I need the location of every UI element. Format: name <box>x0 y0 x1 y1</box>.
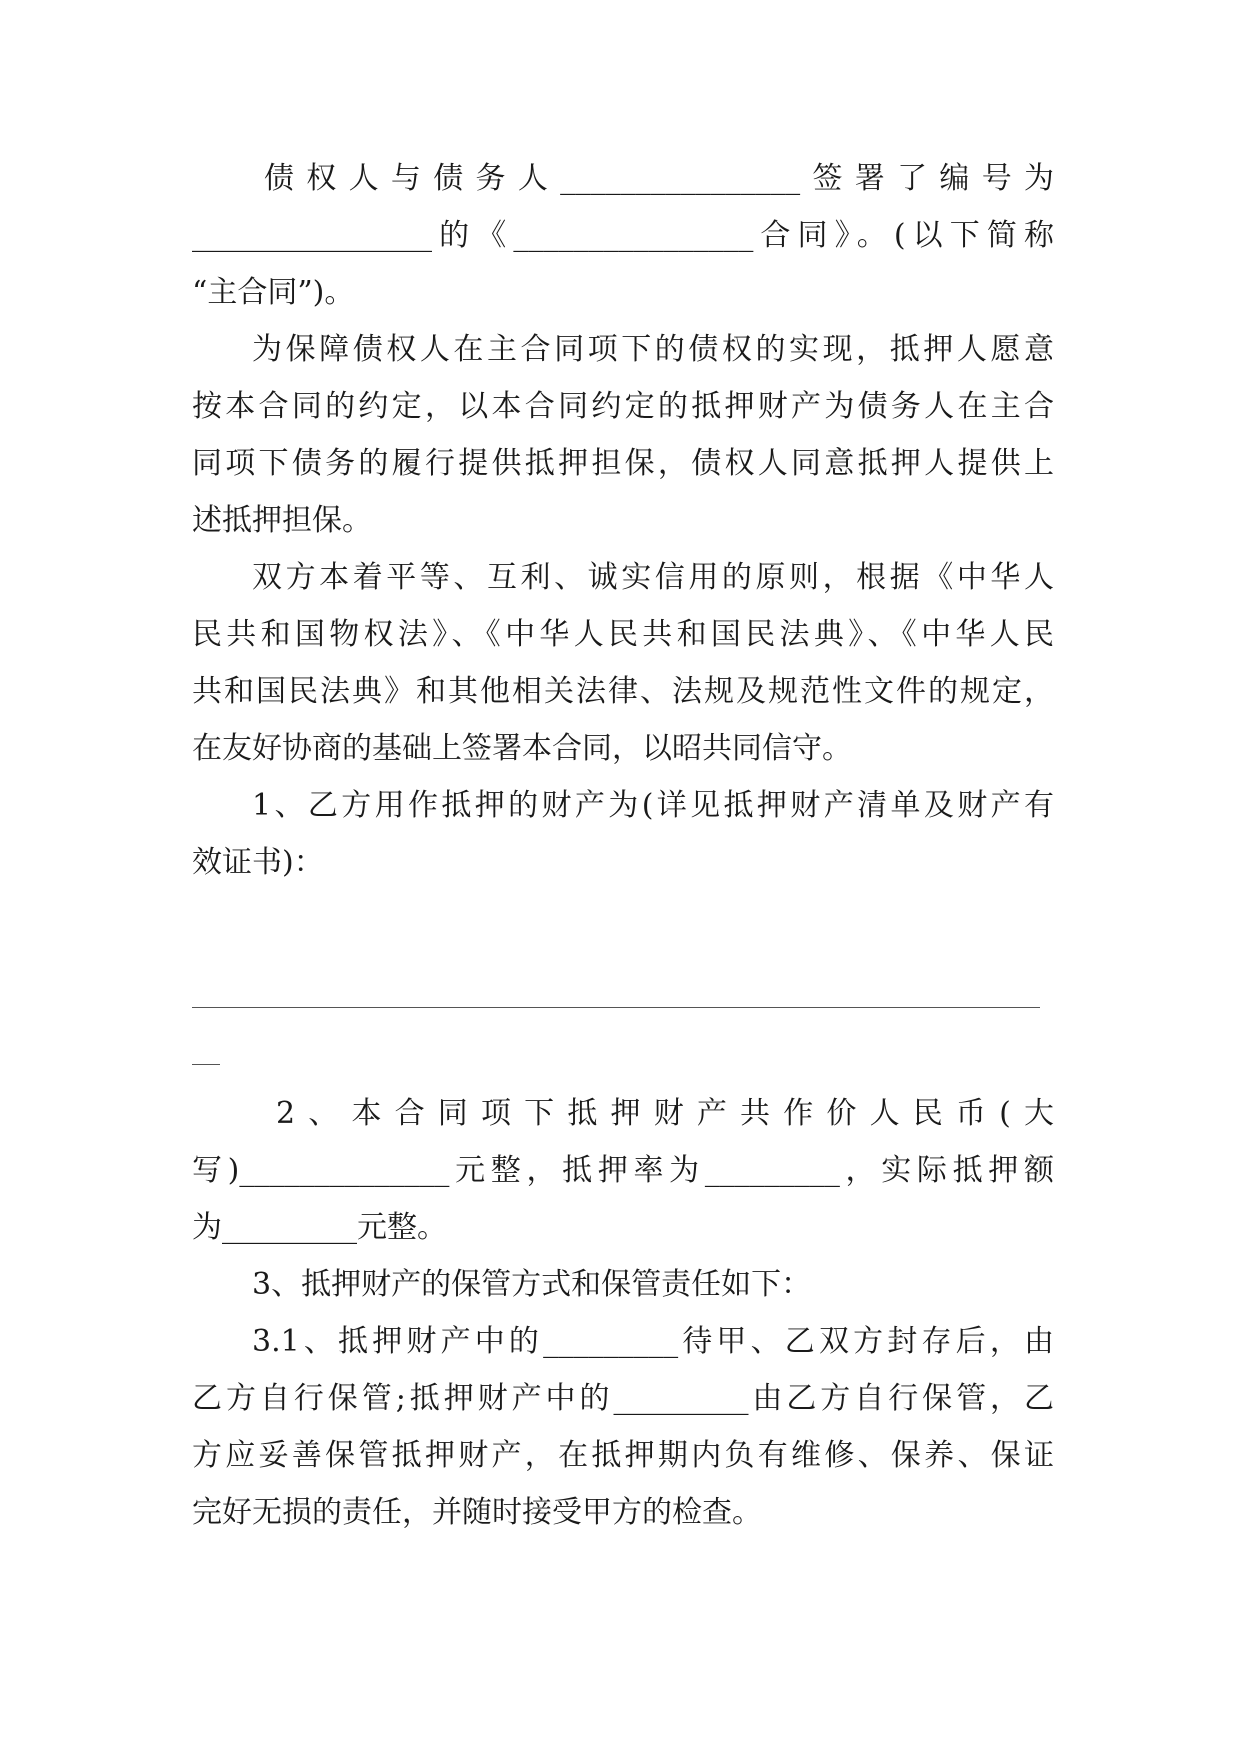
text-line: 同项下债务的履行提供抵押担保，债权人同意抵押人提供上 <box>192 446 1054 481</box>
text-line: 债权人与债务人________________签署了编号为 <box>264 161 1054 196</box>
text-line: 共和国民法典》和其他相关法律、法规及规范性文件的规定， <box>192 674 1054 709</box>
text-line: 2、本合同项下抵押财产共作价人民币(大 <box>276 1096 1054 1131</box>
text-line: 双方本着平等、互利、诚实信用的原则，根据《中华人 <box>252 560 1054 595</box>
text-line: 方应妥善保管抵押财产，在抵押期内负有维修、保养、保证 <box>192 1438 1054 1473</box>
text-line: 写)______________元整，抵押率为_________，实际抵押额 <box>192 1153 1054 1188</box>
text-line: 在友好协商的基础上签署本合同，以昭共同信守。 <box>192 731 852 766</box>
fill-in-line <box>192 971 1054 1028</box>
text-line: 为_________元整。 <box>192 1210 447 1245</box>
text-line: 按本合同的约定，以本合同约定的抵押财产为债务人在主合 <box>192 389 1054 424</box>
text-line: 1、乙方用作抵押的财产为(详见抵押财产清单及财产有 <box>252 788 1054 823</box>
text-line: 3.1、抵押财产中的_________待甲、乙双方封存后，由 <box>252 1324 1054 1359</box>
contract-page <box>192 150 1054 1541</box>
text-line: 效证书)： <box>192 845 324 880</box>
text-line: 3、抵押财产的保管方式和保管责任如下： <box>252 1267 812 1302</box>
text-line: 乙方自行保管;抵押财产中的_________由乙方自行保管，乙 <box>192 1381 1054 1416</box>
fill-in-line-tail <box>192 1028 1054 1085</box>
text-line: 民共和国物权法》、《中华人民共和国民法典》、《中华人民 <box>192 617 1054 652</box>
text-line: ________________的《________________合同》。(以下简称 <box>192 218 1054 253</box>
blank-space <box>192 891 1054 971</box>
text-line: “主合同”)。 <box>192 275 355 310</box>
text-line: 述抵押担保。 <box>192 503 372 538</box>
text-line: 完好无损的责任，并随时接受甲方的检查。 <box>192 1495 762 1530</box>
text-line: 为保障债权人在主合同项下的债权的实现，抵押人愿意 <box>252 332 1054 367</box>
